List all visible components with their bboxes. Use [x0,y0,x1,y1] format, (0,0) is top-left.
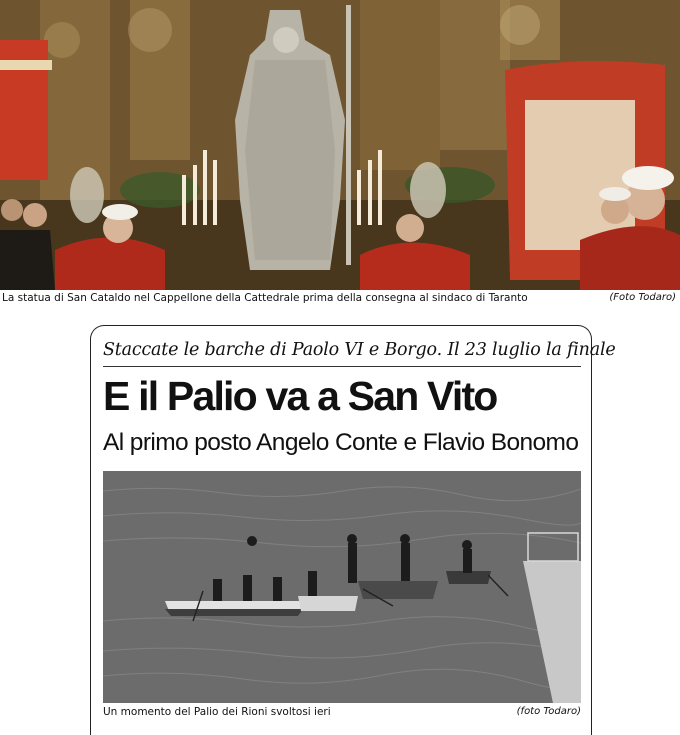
palio-photo-caption: Un momento del Palio dei Rioni svoltosi ieri [103,706,331,718]
palio-photo [103,471,581,703]
cathedral-photo [0,0,680,290]
kicker-divider [103,366,581,367]
article-subhead: Al primo posto Angelo Conte e Flavio Bonomo [103,429,579,456]
article-kicker: Staccate le barche di Paolo VI e Borgo. Il 23 luglio la finale [103,340,616,360]
article-headline: E il Palio va a San Vito [103,373,497,419]
cathedral-photo-illustration [0,0,680,290]
palio-photo-illustration [103,471,581,703]
article-box [90,325,616,735]
palio-photo-credit: (foto Todaro) [516,706,581,717]
top-photo-credit: (Foto Todaro) [609,292,676,303]
top-photo-caption-row [0,290,680,306]
top-photo-caption: La statua di San Cataldo nel Cappellone della Cattedrale prima della consegna al sindaco di Taranto [2,292,528,304]
